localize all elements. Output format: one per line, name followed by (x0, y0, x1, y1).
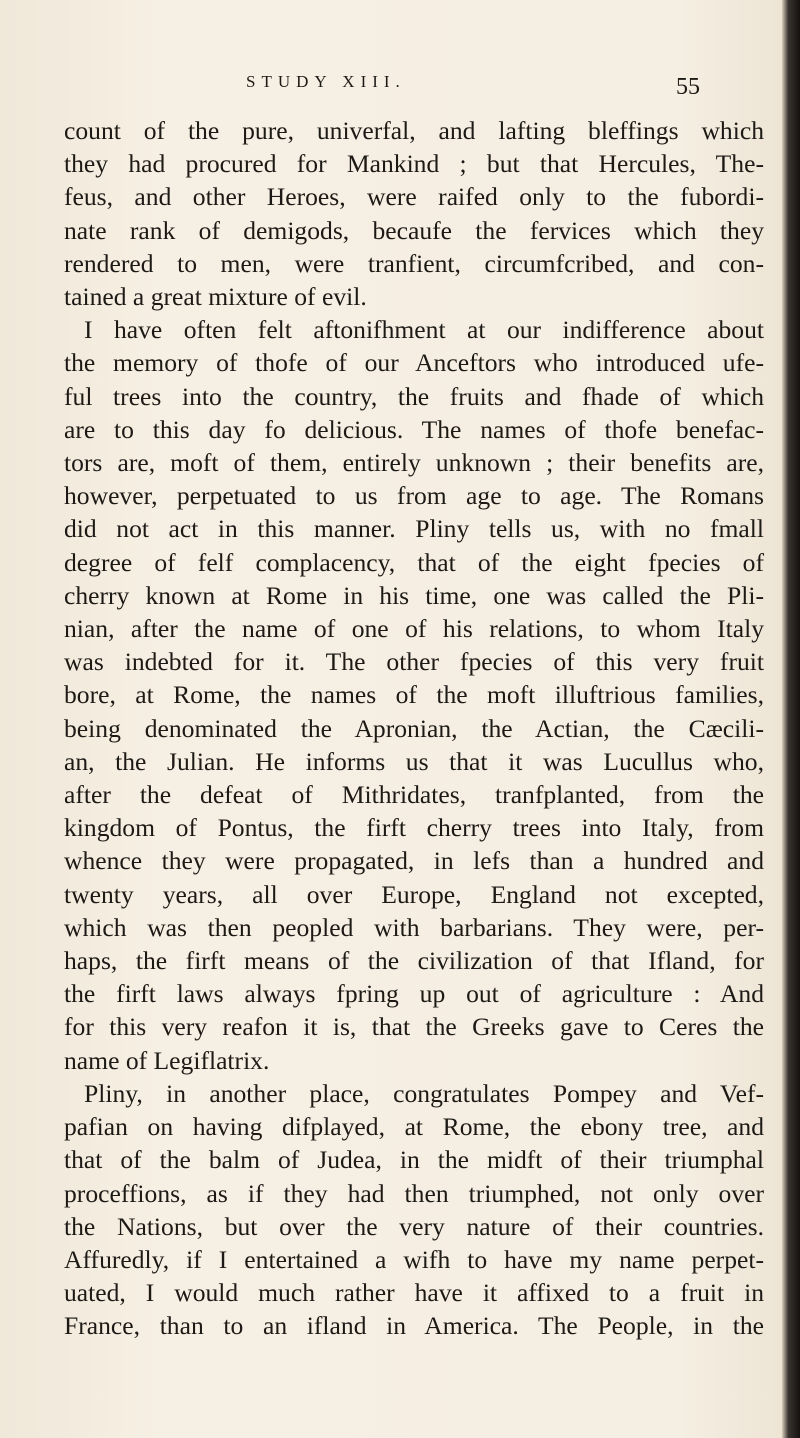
text-line: proceffions, as if they had then triumphed, not only over (64, 1178, 764, 1208)
text-line: haps, the firft means of the civilization of that Ifland, for (64, 946, 764, 976)
text-line: being denominated the Apronian, the Actian, the Cæcili- (64, 713, 764, 743)
text-line: which was then peopled with barbarians. They were, per- (64, 912, 764, 942)
body-text (64, 114, 764, 1343)
text-line: degree of felf complacency, that of the eight fpecies of (64, 547, 764, 577)
text-line: Pliny, in another place, congratulates Pompey and Vef- (84, 1078, 764, 1108)
text-line: ful trees into the country, the fruits and fhade of which (64, 381, 764, 411)
text-line: that of the balm of Judea, in the midft of their triumphal (64, 1145, 764, 1175)
text-line: for this very reafon it is, that the Greeks gave to Ceres the (64, 1012, 764, 1042)
text-line: nian, after the name of one of his relations, to whom Italy (64, 614, 764, 644)
text-line: nate rank of demigods, becaufe the fervices which they (64, 215, 764, 245)
text-line: tained a great mixture of evil. (64, 282, 367, 312)
page-number: 55 (676, 74, 700, 100)
text-line: cherry known at Rome in his time, one was called the Pli- (64, 580, 764, 610)
book-spine-edge (782, 0, 800, 1438)
text-line: the memory of thofe of our Anceftors who introduced ufe- (64, 348, 764, 378)
text-line: I have often felt aftonifhment at our indifference about (84, 315, 764, 345)
text-line: France, than to an ifland in America. The People, in the (64, 1311, 764, 1341)
text-line: rendered to men, were tranfient, circumfcribed, and con- (64, 248, 764, 278)
text-line: uated, I would much rather have it affixed to a fruit in (64, 1278, 764, 1308)
text-line: are to this day fo delicious. The names of thofe benefac- (64, 414, 764, 444)
text-line: bore, at Rome, the names of the moft illuftrious families, (64, 680, 764, 710)
text-line: Affuredly, if I entertained a wifh to have my name perpet- (64, 1244, 764, 1274)
text-line: whence they were propagated, in lefs than a hundred and (64, 846, 764, 876)
text-line: pafian on having difplayed, at Rome, the ebony tree, and (64, 1112, 764, 1142)
text-line: did not act in this manner. Pliny tells us, with no fmall (64, 514, 764, 544)
text-line: name of Legiflatrix. (64, 1045, 270, 1075)
text-line: tors are, moft of them, entirely unknown ; their benefits are, (64, 448, 764, 478)
running-title: STUDY XIII. (246, 72, 406, 91)
text-line: kingdom of Pontus, the firft cherry trees into Italy, from (64, 813, 764, 843)
text-line: the Nations, but over the very nature of their countries. (64, 1211, 764, 1241)
text-line: however, perpetuated to us from age to age. The Romans (64, 481, 764, 511)
text-line: was indebted for it. The other fpecies of this very fruit (64, 647, 764, 677)
text-line: an, the Julian. He informs us that it was Lucullus who, (64, 746, 764, 776)
text-line: they had procured for Mankind ; but that Hercules, The- (64, 149, 764, 179)
text-line: after the defeat of Mithridates, tranfplanted, from the (64, 780, 764, 810)
text-line: feus, and other Heroes, were raifed only to the fubordi- (64, 182, 764, 212)
text-line: twenty years, all over Europe, England not excepted, (64, 879, 764, 909)
text-line: count of the pure, univerfal, and lafting bleffings which (64, 116, 764, 145)
text-line: the firft laws always fpring up out of agriculture : And (64, 979, 764, 1009)
